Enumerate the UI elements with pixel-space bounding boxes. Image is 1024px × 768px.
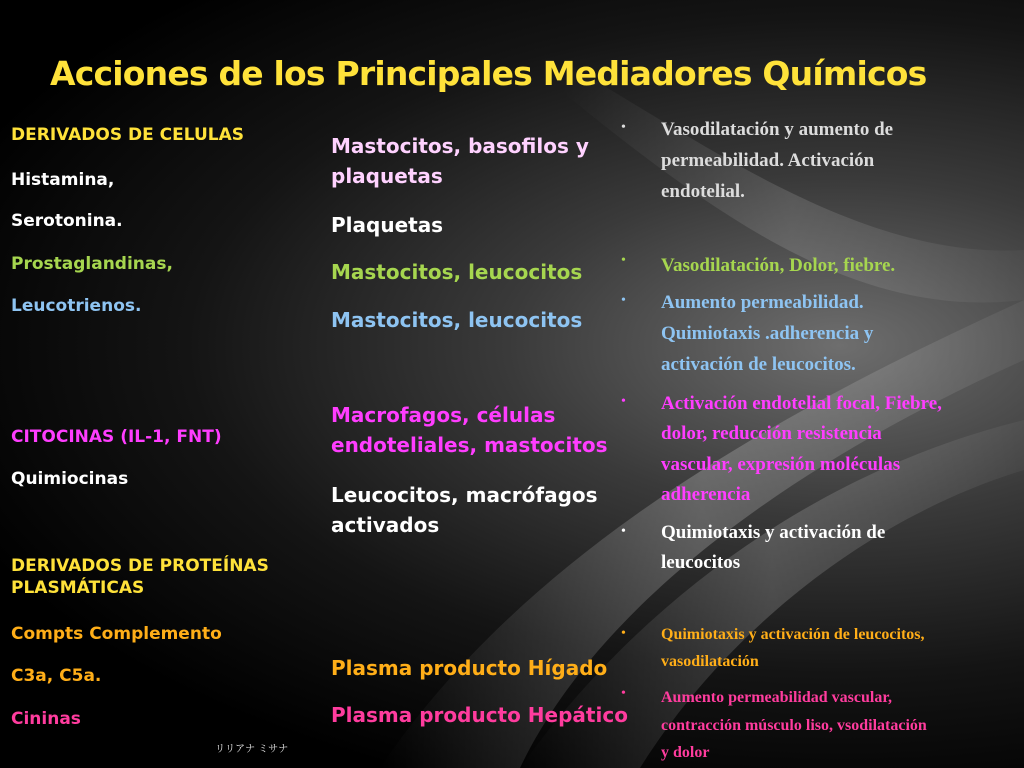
macrofagos-line1: Macrofagos, células	[331, 403, 556, 427]
effect-3-line3: activación de leucocitos.	[661, 354, 856, 375]
mastocitos-leucocitos-blue: Mastocitos, leucocitos	[331, 308, 583, 332]
effect-2-line1: Vasodilatación, Dolor, fiebre.	[661, 255, 896, 276]
citocinas-heading: CITOCINAS (IL-1, FNT)	[11, 427, 222, 447]
bullet-6: •	[621, 626, 626, 641]
effect-3-line2: Quimiotaxis .adherencia y	[661, 323, 874, 344]
prostaglandinas-label: Prostaglandinas,	[11, 254, 173, 274]
quimiocinas-label: Quimiocinas	[11, 469, 129, 489]
effect-4-line4: adherencia	[661, 484, 751, 505]
plasma-higado-label: Plasma producto Hígado	[331, 656, 608, 680]
effect-7-line3: y dolor	[661, 744, 710, 761]
effect-6-line2: vasodilatación	[661, 653, 759, 670]
bullet-7: •	[621, 686, 626, 701]
c3a-c5a-label: C3a, C5a.	[11, 666, 102, 686]
bullet-1: •	[621, 120, 626, 135]
leucotrienos-label: Leucotrienos.	[11, 296, 142, 316]
derivados-celulas-heading: DERIVADOS DE CELULAS	[11, 125, 245, 145]
effect-4-line2: dolor, reducción resistencia	[661, 423, 882, 444]
leucocitos-macrofagos-line2: activados	[331, 513, 440, 537]
effect-5-line2: leucocitos	[661, 552, 741, 573]
effect-5-line1: Quimiotaxis y activación de	[661, 522, 886, 543]
bullet-5: •	[621, 524, 626, 539]
effect-6-line1: Quimiotaxis y activación de leucocitos,	[661, 626, 925, 643]
histamina-label: Histamina,	[11, 170, 115, 190]
author-credit: リリアナ ミサナ	[215, 744, 289, 755]
effect-1-line1: Vasodilatación y aumento de	[661, 119, 894, 140]
bullet-4: •	[621, 394, 626, 409]
effect-4-line1: Activación endotelial focal, Fiebre,	[661, 393, 942, 414]
effect-4-line3: vascular, expresión moléculas	[661, 454, 901, 475]
complemento-label: Compts Complemento	[11, 624, 222, 644]
derivados-proteinas-heading: DERIVADOS DE PROTEÍNAS	[11, 556, 269, 576]
effect-1-line3: endotelial.	[661, 181, 745, 202]
slide-title: Acciones de los Principales Mediadores Químicos	[50, 54, 927, 93]
effect-1-line2: permeabilidad. Activación	[661, 150, 875, 171]
mastocitos-basofilos-line1: Mastocitos, basofilos y	[331, 134, 589, 158]
mastocitos-leucocitos-green: Mastocitos, leucocitos	[331, 260, 583, 284]
plaquetas-label: Plaquetas	[331, 213, 444, 237]
plasma-hepatico-label: Plasma producto Hepático	[331, 703, 628, 727]
bullet-2: •	[621, 253, 626, 268]
effect-3-line1: Aumento permeabilidad.	[661, 292, 864, 313]
mastocitos-basofilos-line2: plaquetas	[331, 164, 443, 188]
effect-7-line1: Aumento permeabilidad vascular,	[661, 689, 892, 706]
cininas-label: Cininas	[11, 709, 81, 729]
derivados-proteinas-heading-2: PLASMÁTICAS	[11, 578, 145, 598]
leucocitos-macrofagos-line1: Leucocitos, macrófagos	[331, 483, 598, 507]
macrofagos-line2: endoteliales, mastocitos	[331, 433, 608, 457]
bullet-3: •	[621, 293, 626, 308]
effect-7-line2: contracción músculo liso, vsodilatación	[661, 717, 927, 734]
serotonina-label: Serotonina.	[11, 211, 123, 231]
